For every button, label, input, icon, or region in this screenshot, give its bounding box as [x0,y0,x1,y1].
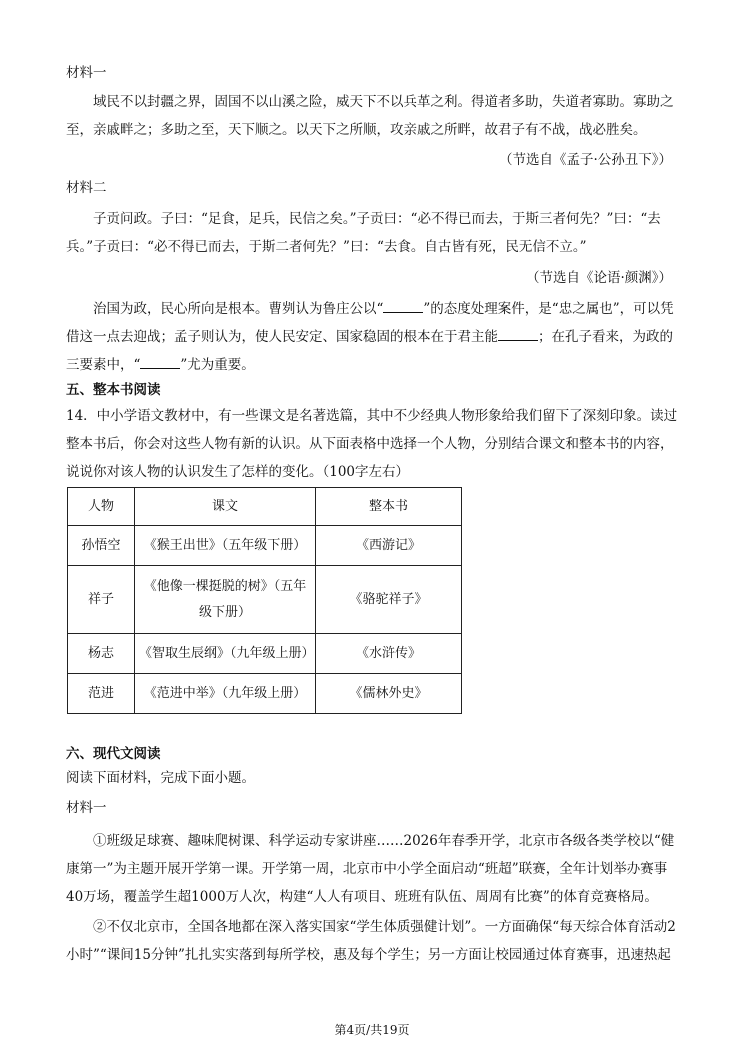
material1-text: 域民不以封疆之界，固国不以山溪之险，威天下不以兵革之利。得道者多助，失道者寡助。寡助之至，亲戚畔之；多助之至，天下顺之。以天下之所顺，攻亲戚之所畔，故君子有不战，战必胜矣。 [66,94,674,138]
table-cell-character: 孙悟空 [68,526,135,566]
table-cell-character: 杨志 [68,634,135,674]
section6-para1: ①班级足球赛、趣味爬树课、科学运动专家讲座……2026年春季开学，北京市各级各类学校以“健康第一”为主题开展开学第一课。开学第一周，北京市中小学全面启动“班超”联赛，全年计划举办赛事40万场，覆盖学生超1000万人次，构建“人人有项目、班班有队伍、周周有比赛”的体育竞赛格局。 [66,833,675,905]
table-cell-text: 《范进中举》（九年级上册） [135,674,316,714]
page-footer: 第4页/共19页 [334,1023,410,1037]
table-header-cell: 整本书 [316,488,462,526]
table-header-row [68,488,462,526]
table-cell-book: 《儒林外史》 [316,674,462,714]
question-14: 14．中小学语文教材中，有一些课文是名著选篇，其中不少经典人物形象给我们留下了深刻印象。读过整本书后，你会对这些人物有新的认识。从下面表格中选择一个人物，分别结合课文和整本书的内容，说说你对该人物的认识发生了怎样的变化。（100字左右） [66,408,678,480]
table-cell-character: 祥子 [68,566,135,634]
material1-source: （节选自《孟子·公孙丑下》） [498,152,672,168]
question-part4: ”尤为重要。 [180,357,255,373]
table-cell-character: 范进 [68,674,135,714]
material2-heading: 材料二 [66,180,107,196]
table-header-cell: 人物 [68,488,135,526]
table-row [68,566,462,634]
section6-material-heading: 材料一 [66,800,107,816]
table-row [68,674,462,714]
section6-para2: ②不仅北京市，全国各地都在深入落实国家“学生体质强健计划”。一方面确保“每天综合体育活动2小时”“课间15分钟”扎扎实实落到每所学校，惠及每个学生；另一方面让校园通过体育赛事，迅速热起 [66,919,676,963]
section6-title: 六、现代文阅读 [66,746,161,762]
table-row [68,634,462,674]
material2-text: 子贡问政。子曰：“足食，足兵，民信之矣。”子贡曰：“必不得已而去，于斯三者何先？”曰：“去兵。”子贡曰：“必不得已而去，于斯二者何先？”曰：“去食。自古皆有死，民无信不立。” [66,211,661,255]
table-header-cell: 课文 [135,488,316,526]
answer-blank-2[interactable] [498,326,538,341]
table-cell-text: 《他像一棵挺脱的树》（五年级下册） [135,566,316,634]
table-cell-book: 《西游记》 [316,526,462,566]
question-part1: 治国为政，民心所向是根本。曹刿认为鲁庄公以“ [93,301,384,317]
works-table [67,487,462,714]
table-cell-text: 《猴王出世》（五年级下册） [135,526,316,566]
table-row [68,526,462,566]
material1-heading: 材料一 [66,65,107,81]
question-paragraph [66,295,678,379]
table-cell-book: 《骆驼祥子》 [316,566,462,634]
material2-source: （节选自《论语·颜渊》） [525,270,672,286]
answer-blank-3[interactable] [140,354,180,369]
question-part2: ”的态度处理案件，是“忠之属也”，可以凭借这一点去迎战；孟子则认为，使人民安定、国家稳固的根本在于君主能 [66,301,674,345]
answer-blank-1[interactable] [383,298,423,313]
table-cell-text: 《智取生辰纲》（九年级上册） [135,634,316,674]
question-part3: ；在孔子看来，为政的三要素中，“ [66,329,673,373]
section5-title: 五、整本书阅读 [66,382,161,398]
table-cell-book: 《水浒传》 [316,634,462,674]
section6-instruction: 阅读下面材料，完成下面小题。 [66,770,255,786]
